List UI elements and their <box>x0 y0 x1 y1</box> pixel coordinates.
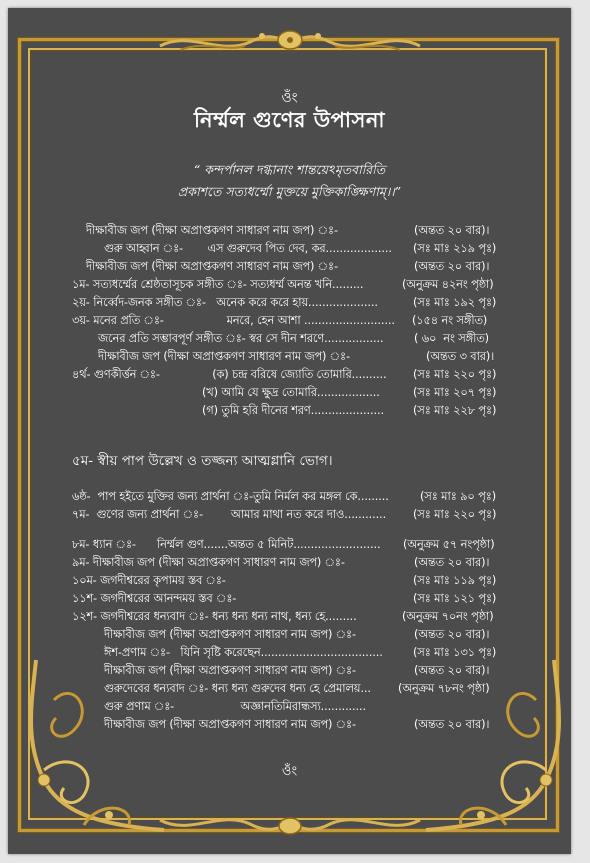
list-item: ১২শ- জগদীশ্বরের ধন্যবাদ ঃ- ধন্য ধন্য ধন্য নাথ, ধন্য হে......... <box>72 610 357 623</box>
list-item: গুরু প্রণাম ঃ- অজ্ঞানতিমিরান্ধস্য............. <box>104 700 367 713</box>
list-item-ref: (সঃ মাঃ ২১৯ পৃঃ) <box>413 242 497 255</box>
list-item-ref: (সঃ মাঃ ২২০ পৃঃ) <box>413 508 497 521</box>
list-item: জনের প্রতি সম্ভাবপূর্ণ সঙ্গীত ঃ- স্বর সে দীন শরণে................. <box>98 332 384 345</box>
list-item: ৪র্থ- গুণকীর্ত্তন ঃ- (ক) চন্দ্র বরিষে জ্যোতি তোমারি.......... <box>72 368 387 381</box>
om-symbol: ওঁং <box>281 90 298 106</box>
list-item: ৯ম- দীক্ষাবীজ জপ (দীক্ষা অপ্রাপ্তকগণ সাধারণ নাম জপ) ঃ- <box>72 556 345 569</box>
list-item-ref: (সঃ মাঃ ২২০ পৃঃ) <box>413 368 497 381</box>
list-item: ১১শ- জগদীশ্বরের আনন্দময় স্তব ঃ- <box>72 592 237 605</box>
list-item-ref: (সঃ মাঃ ১৩১ পৃঃ) <box>413 646 497 659</box>
list-item: ৭ম- গুণের জন্য প্রার্থনা ঃ- আমার মাথা নত করে দাও............ <box>72 508 387 521</box>
list-item-ref: (সঃ মাঃ ২২৮ পৃঃ) <box>413 404 497 417</box>
quote-line-1: “ কন্দর্পানল দগ্ধানাং শান্তয়েঽমৃতবারিতি <box>193 162 386 177</box>
list-item-ref: (অনুক্রম ৭০নং পৃষ্ঠা) <box>402 610 494 623</box>
list-item-ref: (সঃ মাঃ ১৯২ পৃঃ) <box>413 296 497 309</box>
list-item: (খ) আমি যে ক্ষুদ্র তোমারি.................. <box>202 386 380 399</box>
list-item: দীক্ষাবীজ জপ (দীক্ষা অপ্রাপ্তকগণ সাধারণ নাম জপ) ঃ- <box>104 628 356 641</box>
list-item: গুরুদেবের ধন্যবাদ ঃ- ধন্য ধন্য গুরুদেব ধন্য হে প্রেমালয়... <box>104 682 371 695</box>
list-item: ঈশ-প্রণাম ঃ- যিনি সৃষ্টি করেছেন................................... <box>104 646 383 659</box>
list-item-ref: (অনুক্রম ৪২নং পৃষ্ঠা) <box>402 278 494 291</box>
list-item: দীক্ষাবীজ জপ (দীক্ষা অপ্রাপ্তকগণ সাধারণ নাম জপ) ঃ- <box>86 224 338 237</box>
section-heading: ৫ম- স্বীয় পাপ উল্লেখ ও তজ্জন্য আত্মগ্লানি ভোগ। <box>72 453 333 469</box>
list-item: ৬ষ্ঠ- পাপ হইতে মুক্তির জন্য প্রার্থনা ঃ-তুমি নির্মল কর মঙ্গল কে......... <box>72 490 389 503</box>
list-item-ref: (অনুক্রম ৭৮নং পৃষ্ঠা) <box>398 682 490 695</box>
list-item-ref: (অন্তত ২০ বার)। <box>414 718 490 731</box>
list-item-ref: (সঃ মাঃ ২০৭ পৃঃ) <box>413 386 497 399</box>
list-item-ref: ( ৬০ নং সঙ্গীত) <box>414 332 489 345</box>
list-item: দীক্ষাবীজ জপ (দীক্ষা অপ্রাপ্তকগণ সাধারণ নাম জপ) ঃ- <box>104 664 356 677</box>
page-title: নির্ম্মল গুণের উপাসনা <box>194 108 385 132</box>
list-item-ref: (অন্তত ৩ বার)। <box>426 350 495 363</box>
list-item: (গ) তুমি হরি দীনের শরণ..................... <box>202 404 384 417</box>
list-item-ref: (অন্তত ২০ বার)। <box>414 260 490 273</box>
list-item: দীক্ষাবীজ জপ (দীক্ষা অপ্রাপ্তকগণ সাধারণ নাম জপ) ঃ- <box>98 350 350 363</box>
quote-line-2: প্রকাশতে সত্যধর্ম্মো মুক্তয়ে মুক্তিকাঙ্ক্ষিণাম্।।” <box>177 184 402 199</box>
list-item-ref: (সঃ মাঃ ১২১ পৃঃ) <box>413 592 497 605</box>
list-item: ৮ম- ধ্যান ঃ- নির্ম্মল গুণ.......অন্তত ৫ মিনিট......................... <box>72 538 381 551</box>
list-item-ref: (অনুক্রম ৫৭ নংপৃষ্ঠা) <box>403 538 495 551</box>
list-item: ৩য়- মনের প্রতি ঃ- মনরে, হেন আশা .......................... <box>72 314 395 327</box>
list-item-ref: (সঃ মাঃ ১১৯ পৃঃ) <box>413 574 497 587</box>
list-item-ref: (অন্তত ২০ বার)। <box>414 556 490 569</box>
list-item: ১ম- সত্যধর্ম্মের শ্রেষ্ঠতাসূচক সঙ্গীত ঃ- সত্যধর্ম্ম অনন্ত খনি......... <box>72 278 364 291</box>
list-item-ref: (অন্তত ২০ বার)। <box>414 664 490 677</box>
list-item: দীক্ষাবীজ জপ (দীক্ষা অপ্রাপ্তকগণ সাধারণ নাম জপ) ঃ- <box>104 718 356 731</box>
list-item: গুরু আহ্বান ঃ- এস গুরুদেব পিত দেব, কর................... <box>104 242 392 255</box>
footer-om-symbol: ওঁং <box>281 764 298 779</box>
list-item-ref: (১৫৪ নং সঙ্গীত) <box>412 314 488 327</box>
list-item: দীক্ষাবীজ জপ (দীক্ষা অপ্রাপ্তকগণ সাধারণ নাম জপ) ঃ- <box>86 260 338 273</box>
list-item: ১০ম- জগদীশ্বরের কৃপাময় স্তব ঃ- <box>72 574 226 587</box>
list-item-ref: (অন্তত ২০ বার)। <box>414 224 490 237</box>
list-item-ref: (সঃ মাঃ ৯০ পৃঃ) <box>420 490 497 503</box>
list-item: ২য়- নির্ব্বেদ-জনক সঙ্গীত ঃ- অনেক করে করে হায়.................... <box>72 296 378 309</box>
list-item-ref: (অন্তত ২০ বার)। <box>414 628 490 641</box>
